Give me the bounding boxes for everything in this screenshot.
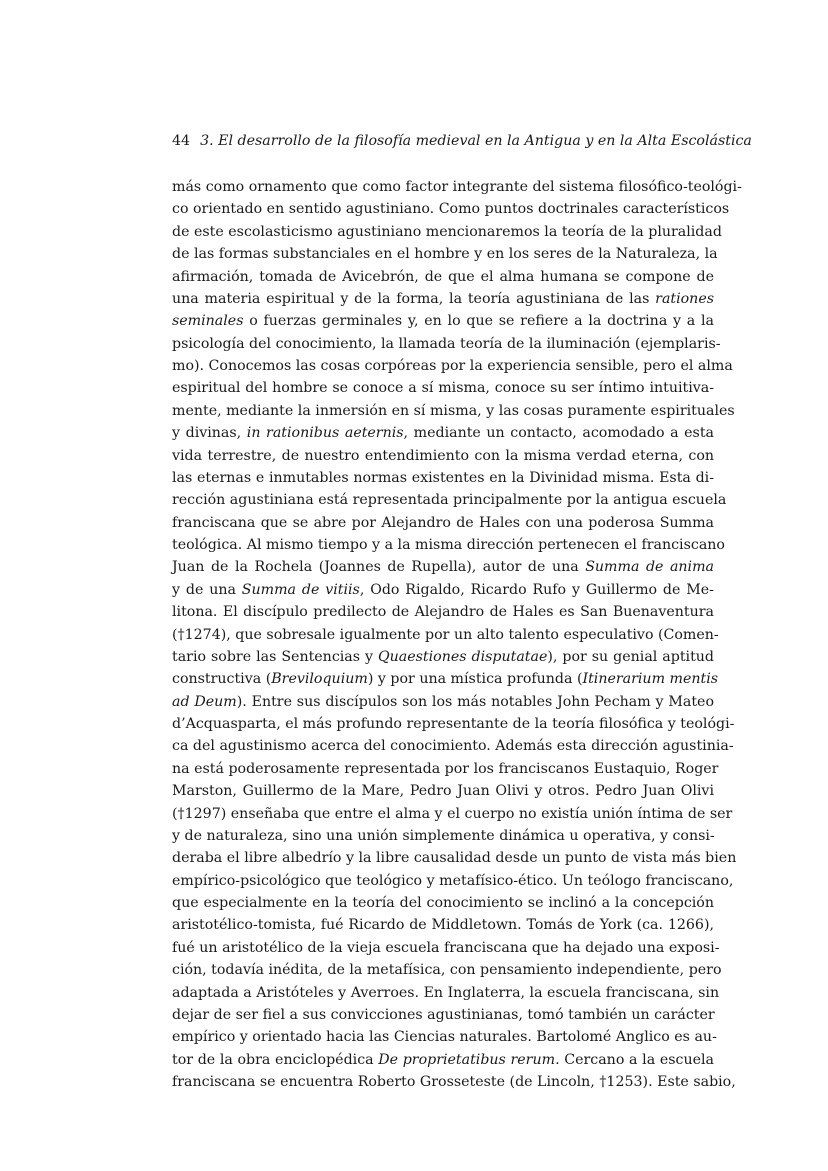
text-run: ), por su genial aptitud: [547, 648, 715, 665]
text-line: [172, 1049, 714, 1071]
text-line: [172, 691, 714, 713]
text-run: empírico-psicológico que teológico y metafísico-ético. Un teólogo franciscano,: [172, 872, 734, 889]
text-run: deraba el libre albedrío y la libre causalidad desde un punto de vista más bien: [172, 850, 737, 867]
text-line: [172, 601, 714, 623]
italic-title: Breviloquium: [271, 671, 368, 688]
italic-title: Summa de vitiis: [241, 581, 360, 598]
text-line: [172, 288, 714, 310]
text-run: Juan de la Rochela (Joannes de Rupella), autor de una: [172, 559, 586, 576]
text-run: mo). Conocemos las cosas corpóreas por la experiencia sensible, pero el alma: [172, 358, 733, 374]
text-run: aristotélico-tomista, fué Ricardo de Middletown. Tomás de York (ca. 1266),: [172, 917, 714, 934]
text-line: [172, 1026, 717, 1048]
text-run: adaptada a Aristóteles y Averroes. En Inglaterra, la escuela franciscana, sin: [172, 984, 720, 1001]
text-run: afirmación, tomada de Avicebrón, de que el alma humana se compone de: [172, 268, 714, 285]
text-run: y de una: [172, 581, 242, 598]
text-run: más como ornamento que como factor integrante del sistema filosófico-teológi-: [172, 179, 742, 195]
text-run: , mediante un contacto, acomodado a esta: [403, 425, 714, 442]
text-line: [172, 892, 714, 914]
text-line: [172, 959, 722, 981]
italic-title: rationes: [655, 290, 714, 307]
text-line: [172, 982, 720, 1004]
text-run: de este escolasticismo agustiniano mencionaremos la teoría de la pluralidad: [172, 223, 722, 240]
text-run: ca del agustinismo acerca del conocimiento. Además esta dirección agustinia-: [172, 738, 734, 755]
running-title: 3. El desarrollo de la filosofía medieval en la Antigua y en la Alta Escolástica: [200, 133, 752, 149]
text-line: [172, 377, 714, 399]
text-line: [172, 1004, 714, 1026]
italic-title: seminales: [172, 313, 244, 330]
page-number: 44: [172, 133, 191, 149]
text-run: dejar de ser fiel a sus convicciones agustinianas, tomó también un carácter: [172, 1006, 715, 1023]
page-content: [172, 130, 752, 1093]
text-line: [172, 556, 714, 578]
text-run: vida terrestre, de nuestro entendimiento con la misma verdad eterna, con: [172, 447, 714, 464]
text-line: [172, 400, 735, 422]
text-line: [172, 176, 742, 198]
text-line: [172, 870, 734, 892]
text-run: d’Acquasparta, el más profundo representante de la teoría filosófica y teológi-: [172, 716, 735, 732]
italic-title: in rationibus aeternis: [246, 425, 404, 442]
text-line: [172, 803, 733, 825]
italic-title: Quaestiones disputatae: [378, 648, 548, 665]
text-run: (†1274), que sobresale igualmente por un alto talento especulativo (Comen-: [172, 626, 719, 643]
text-run: co orientado en sentido agustiniano. Como puntos doctrinales característicos: [172, 201, 730, 218]
text-line: [172, 1071, 736, 1093]
text-run: rección agustiniana está representada principalmente por la antigua escuela: [172, 492, 727, 509]
text-run: ción, todavía inédita, de la metafísica, con pensamiento independiente, pero: [172, 962, 722, 979]
text-line: [172, 243, 718, 265]
text-line: [172, 780, 714, 802]
text-run: litona. El discípulo predilecto de Alejandro de Hales es San Buenaventura: [172, 604, 714, 621]
text-run: fué un aristotélico de la vieja escuela franciscana que ha dejado una exposi-: [172, 939, 720, 956]
text-line: [172, 713, 735, 735]
body-text: [172, 176, 742, 1093]
text-line: [172, 668, 719, 690]
text-line: [172, 646, 714, 668]
text-run: que especialmente en la teoría del conocimiento se inclinó a la concepción: [172, 895, 714, 911]
text-run: una materia espiritual y de la forma, la teoría agustiniana de las: [172, 290, 656, 307]
text-line: [172, 937, 720, 959]
text-line: [172, 914, 714, 936]
text-run: na está poderosamente representada por los franciscanos Eustaquio, Roger: [172, 760, 719, 777]
text-run: las eternas e inmutables normas existentes en la Divinidad misma. Esta di-: [172, 469, 714, 486]
text-run: teológica. Al mismo tiempo y a la misma dirección pertenecen el franciscano: [172, 537, 725, 553]
text-run: ) y por una mística profunda (: [367, 671, 583, 688]
text-line: [172, 266, 714, 288]
text-line: [172, 758, 719, 780]
italic-title: ad Deum: [172, 693, 237, 710]
text-run: constructiva (: [172, 671, 272, 688]
text-line: [172, 735, 734, 757]
text-run: , Odo Rigaldo, Ricardo Rufo y Guillermo de Me-: [359, 581, 714, 598]
text-run: Marston, Guillermo de la Mare, Pedro Juan Olivi y otros. Pedro Juan Olivi: [172, 783, 714, 800]
text-line: [172, 221, 722, 243]
text-line: [172, 310, 714, 332]
text-run: franciscana que se abre por Alejandro de Hales con una poderosa Summa: [172, 514, 714, 531]
text-run: tario sobre las Sentencias y: [172, 648, 379, 665]
text-run: de las formas substanciales en el hombre y en los seres de la Naturaleza, la: [172, 246, 718, 263]
text-run: mente, mediante la inmersión en sí misma, y las cosas puramente espirituales: [172, 402, 735, 419]
text-line: [172, 512, 714, 534]
text-line: [172, 422, 714, 444]
italic-title: De proprietatibus rerum: [378, 1051, 556, 1068]
text-run: o fuerzas germinales y, en lo que se refiere a la doctrina y a la: [243, 313, 714, 330]
text-run: psicología del conocimiento, la llamada teoría de la iluminación (ejemplaris-: [172, 335, 721, 352]
italic-title: Summa de anima: [585, 559, 714, 576]
text-run: y divinas,: [172, 425, 247, 442]
text-line: [172, 198, 730, 220]
text-run: (†1297) enseñaba que entre el alma y el cuerpo no existía unión íntima de ser: [172, 805, 733, 822]
text-run: . Cercano a la escuela: [555, 1051, 714, 1068]
text-run: espiritual del hombre se conoce a sí misma, conoce su ser íntimo intuitiva-: [172, 380, 714, 397]
text-run: empírico y orientado hacia las Ciencias naturales. Bartolomé Anglico es au-: [172, 1029, 717, 1046]
text-line: [172, 624, 719, 646]
text-run: ). Entre sus discípulos son los más notables John Pecham y Mateo: [236, 693, 714, 710]
text-line: [172, 847, 737, 869]
text-run: tor de la obra enciclopédica: [172, 1051, 379, 1068]
text-line: [172, 534, 725, 556]
text-run: franciscana se encuentra Roberto Grosseteste (de Lincoln, †1253). Este sabio,: [172, 1074, 736, 1090]
text-line: [172, 467, 714, 489]
text-line: [172, 579, 714, 601]
text-run: y de naturaleza, sino una unión simplemente dinámica u operativa, y consi-: [172, 827, 715, 844]
text-line: [172, 825, 714, 847]
text-line: [172, 355, 733, 377]
text-line: [172, 445, 714, 467]
running-header: [172, 130, 752, 152]
text-line: [172, 489, 727, 511]
italic-title: Itinerarium mentis: [582, 671, 719, 688]
text-line: [172, 333, 721, 355]
